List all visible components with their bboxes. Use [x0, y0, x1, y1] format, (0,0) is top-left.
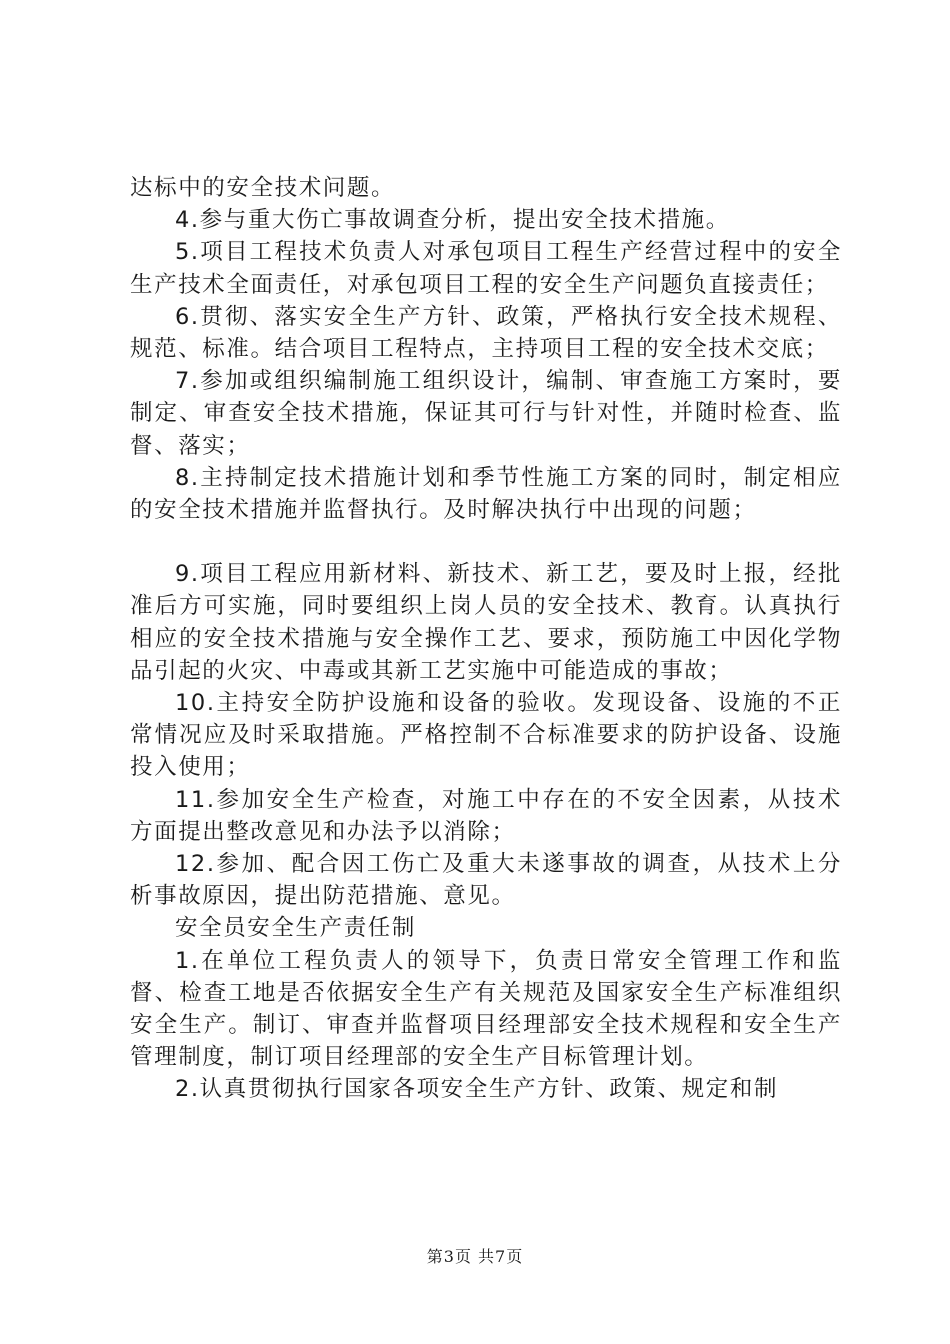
paragraph: 2.认真贯彻执行国家各项安全生产方针、政策、规定和制 [175, 1076, 779, 1103]
paragraph: 8.主持制定技术措施计划和季节性施工方案的同时，制定相应的安全技术措施并监督执行。及时解决执行中出现的问题； [130, 464, 842, 524]
paragraph: 1.在单位工程负责人的领导下，负责日常安全管理工作和监督、检查工地是否依据安全生产有关规范及国家安全生产标准组织安全生产。制订、审查并监督项目经理部安全技术规程和安全生产管理制度，制订项目经理部的安全生产目标管理计划。 [130, 947, 842, 1071]
paragraph: 11.参加安全生产检查，对施工中存在的不安全因素，从技术方面提出整改意见和办法予以消除； [130, 786, 842, 845]
section-heading: 安全员安全生产责任制 [175, 915, 417, 942]
paragraph: 5.项目工程技术负责人对承包项目工程生产经营过程中的安全生产技术全面责任，对承包项目工程的安全生产问题负直接责任； [130, 239, 842, 298]
paragraph: 达标中的安全技术问题。 [130, 175, 396, 201]
page-number-footer: 第3页 共7页 [426, 1247, 524, 1266]
paragraph: 9.项目工程应用新材料、新技术、新工艺，要及时上报，经批准后方可实施，同时要组织上岗人员的安全技术、教育。认真执行相应的安全技术措施与安全操作工艺、要求，预防施工中因化学物品引起的火灾、中毒或其新工艺实施中可能造成的事故； [130, 561, 842, 684]
paragraph: 6.贯彻、落实安全生产方针、政策，严格执行安全技术规程、规范、标准。结合项目工程特点，主持项目工程的安全技术交底； [130, 303, 842, 363]
document-body [130, 172, 842, 1106]
paragraph: 10.主持安全防护设施和设备的验收。发现设备、设施的不正常情况应及时采取措施。严格控制不合标准要求的防护设备、设施投入使用； [130, 690, 842, 781]
paragraph: 7.参加或组织编制施工组织设计，编制、审查施工方案时，要制定、审查安全技术措施，保证其可行与针对性，并随时检查、监督、落实； [130, 368, 842, 459]
paragraph: 4.参与重大伤亡事故调查分析，提出安全技术措施。 [175, 207, 730, 234]
paragraph: 12.参加、配合因工伤亡及重大未遂事故的调查，从技术上分析事故原因，提出防范措施、意见。 [130, 851, 842, 910]
